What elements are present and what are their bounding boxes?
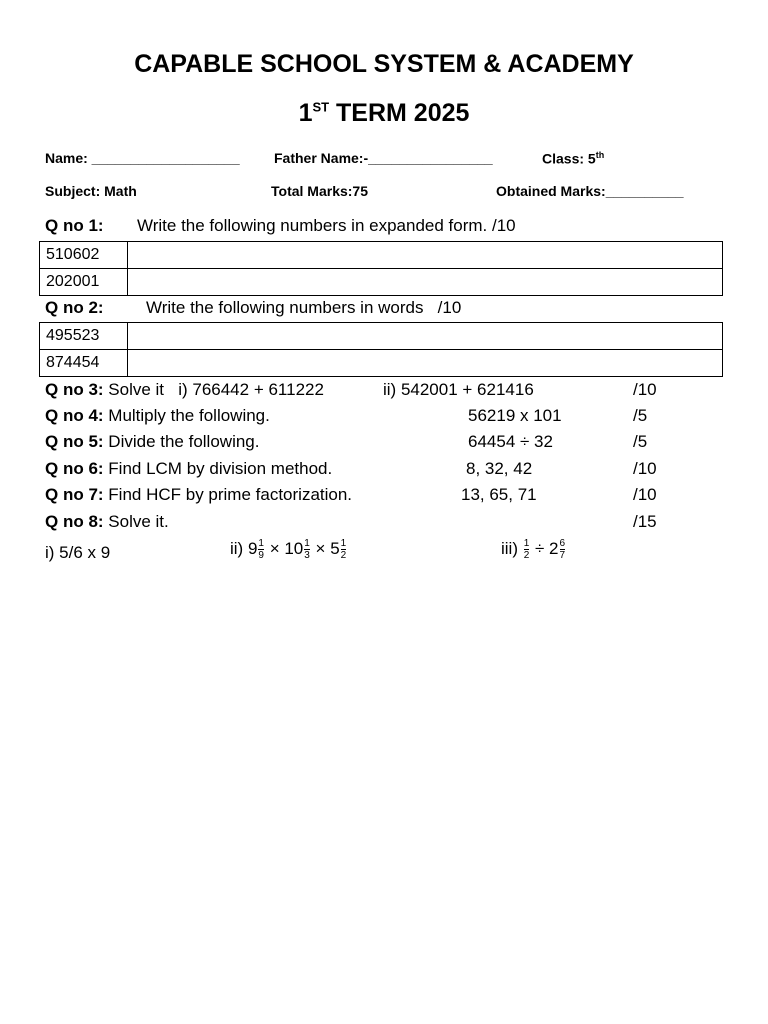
fraction-denominator: 3 — [304, 550, 310, 561]
q2-answer-table — [39, 322, 723, 377]
q1-answer-cell-1 — [128, 242, 723, 269]
q1-number-1: 510602 — [40, 242, 128, 269]
q3-extra: ii) 542001 + 621416 — [383, 380, 534, 399]
fraction — [341, 538, 347, 561]
q2-answer-cell-2 — [128, 350, 723, 377]
fraction — [560, 538, 566, 561]
q1-heading — [45, 216, 104, 236]
q8-text: Solve it. — [103, 512, 169, 531]
q5-text: Divide the following. — [103, 432, 260, 451]
q7-label: Q no 7: — [45, 485, 104, 504]
q6-extra: 8, 32, 42 — [466, 459, 533, 478]
q4-text: Multiply the following. — [103, 406, 270, 425]
term-title — [0, 99, 768, 128]
fraction — [258, 538, 264, 561]
total-marks-field: Total Marks:75 — [271, 183, 368, 199]
q2-heading — [45, 298, 104, 318]
q7-line — [45, 485, 352, 505]
fraction-numerator: 1 — [304, 538, 310, 549]
obtained-marks-field: Obtained Marks:__________ — [496, 183, 684, 199]
q1-text: Write the following numbers in expanded form. /10 — [137, 216, 516, 235]
fraction — [524, 538, 530, 561]
q2-answer-cell-1 — [128, 323, 723, 350]
q1-label: Q no 1: — [45, 216, 104, 235]
q7-marks: /10 — [633, 485, 657, 504]
term-rest: TERM 2025 — [329, 99, 470, 127]
q4-line — [45, 406, 270, 426]
q4-marks: /5 — [633, 406, 648, 425]
q8-part-1: i) 5/6 x 9 — [45, 543, 111, 562]
q2-number-1: 495523 — [40, 323, 128, 350]
q3-label: Q no 3: — [45, 380, 104, 399]
fraction-numerator: 6 — [559, 538, 566, 549]
class-suffix: th — [595, 150, 605, 160]
q4-extra: 56219 x 101 — [468, 406, 562, 425]
school-name: CAPABLE SCHOOL SYSTEM & ACADEMY — [134, 50, 634, 78]
fraction-numerator: 1 — [340, 538, 347, 549]
name-field: Name: ___________________ — [45, 150, 240, 166]
term-number: 1 — [298, 99, 313, 127]
q8-part-2-mid-2: × 5 — [310, 538, 340, 558]
q8-part-3-mid: ÷ 2 — [530, 538, 559, 558]
table-row — [40, 242, 723, 269]
q8-part-2-mid-1: × 10 — [264, 538, 304, 558]
q6-text: Find LCM by division method. — [103, 459, 333, 478]
subject-field: Subject: Math — [45, 183, 137, 199]
q8-part-3 — [501, 538, 566, 561]
q5-marks: /5 — [633, 432, 648, 451]
q6-label: Q no 6: — [45, 459, 104, 478]
q8-line — [45, 512, 169, 532]
table-row — [40, 269, 723, 296]
q7-text: Find HCF by prime factorization. — [103, 485, 353, 504]
q1-number-2: 202001 — [40, 269, 128, 296]
q3-marks: /10 — [633, 380, 657, 399]
q4-label: Q no 4: — [45, 406, 104, 425]
q2-text: Write the following numbers in words /10 — [146, 298, 462, 317]
q3-text: Solve it i) 766442 + 611222 — [103, 380, 324, 399]
fraction-numerator: 1 — [523, 538, 530, 549]
q7-extra: 13, 65, 71 — [461, 485, 537, 504]
fraction-denominator: 9 — [258, 550, 264, 561]
q5-extra: 64454 ÷ 32 — [468, 432, 553, 451]
fraction-denominator: 7 — [559, 550, 566, 561]
q5-line — [45, 432, 259, 452]
q8-part-3-prefix: iii) — [501, 538, 523, 558]
class-label: Class: 5 — [542, 150, 596, 167]
table-row — [40, 350, 723, 377]
q8-part-2-prefix: ii) 9 — [230, 538, 258, 558]
q2-label: Q no 2: — [45, 298, 104, 317]
q3-line — [45, 380, 324, 400]
q1-answer-cell-2 — [128, 269, 723, 296]
q6-line — [45, 459, 332, 479]
q5-label: Q no 5: — [45, 432, 104, 451]
father-name-field: Father Name:-________________ — [274, 150, 493, 166]
table-row — [40, 323, 723, 350]
fraction-denominator: 2 — [523, 550, 530, 561]
q2-number-2: 874454 — [40, 350, 128, 377]
term-suffix: ST — [312, 99, 330, 115]
q1-answer-table — [39, 241, 723, 296]
fraction-numerator: 1 — [258, 538, 264, 549]
q6-marks: /10 — [633, 459, 657, 478]
fraction — [304, 538, 310, 561]
q8-marks: /15 — [633, 512, 657, 531]
q8-label: Q no 8: — [45, 512, 104, 531]
class-field — [542, 150, 604, 167]
q8-part-2 — [230, 538, 347, 561]
fraction-denominator: 2 — [340, 550, 347, 561]
